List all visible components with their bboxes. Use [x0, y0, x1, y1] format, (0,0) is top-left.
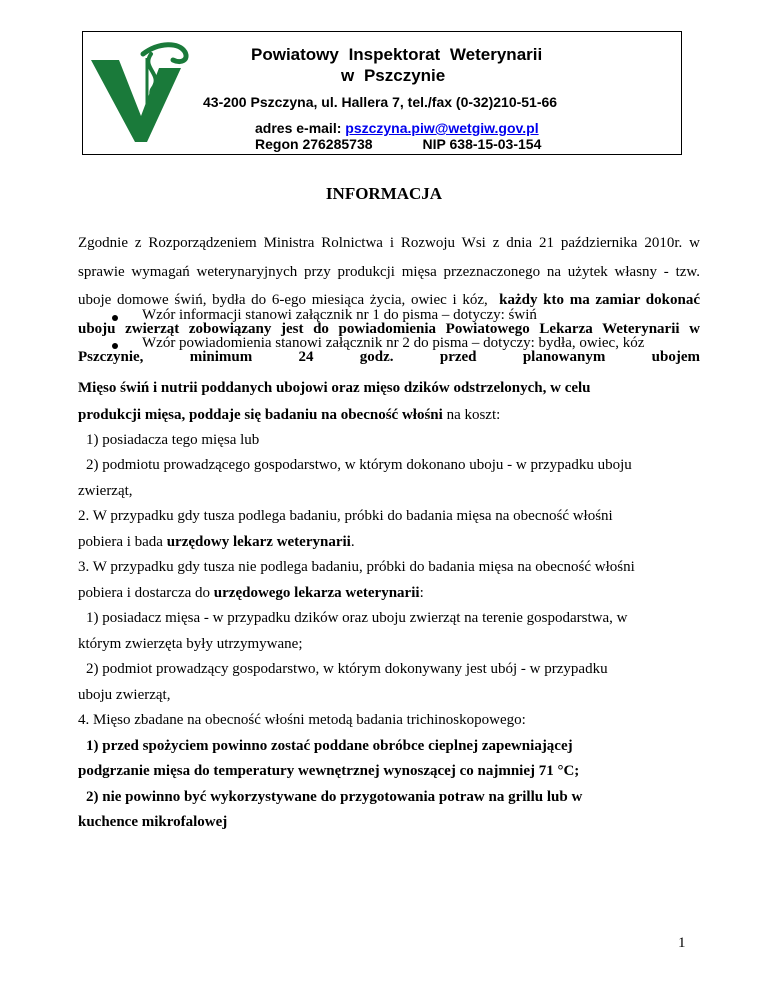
email-link[interactable]: pszczyna.piw@wetgiw.gov.pl	[345, 120, 539, 136]
v-serpent-logo-icon	[89, 38, 199, 148]
p3-line-1: 3. W przypadku gdy tusza nie podlega badaniu, próbki do badania mięsa na obecność włośni	[78, 559, 635, 575]
institution-address: 43-200 Pszczyna, ul. Hallera 7, tel./fax (0-32)210-51-66	[203, 94, 558, 110]
p2-end: .	[350, 534, 355, 550]
p3-item-1b: którym zwierzęta były utrzymywane;	[78, 636, 303, 652]
p2-bold: urzędowy lekarz weterynarii	[166, 534, 351, 550]
lead-tail: na koszt:	[442, 407, 501, 423]
p2-line-2: pobiera i bada	[78, 534, 167, 550]
bullet-icon	[112, 343, 118, 349]
p3-item-2a: 2) podmiot prowadzący gospodarstwo, w którym dokonywany jest ubój - w przypadku	[86, 661, 608, 677]
regon-number: Regon 276285738	[255, 136, 373, 152]
bullet-text: Wzór informacji stanowi załącznik nr 1 do pisma – dotyczy: świń	[142, 307, 537, 323]
nip-number: NIP 638-15-03-154	[422, 136, 542, 152]
p3-item-2b: uboju zwierząt,	[78, 687, 171, 703]
p3-end: :	[419, 585, 424, 601]
p4-item-1a: 1) przed spożyciem powinno zostać poddane obróbce cieplnej zapewniającej	[86, 738, 573, 754]
registry-line	[255, 136, 541, 152]
intro-text: Zgodnie z Rozporządzeniem Ministra Rolnictwa i Rozwoju Wsi z dnia 21 października 2010r. w sprawie wymagań weterynaryjnych przy produkcji mięsa przeznaczonego na użytek własny - tzw. uboje domowe świń, bydła do 6-ego miesiąca życia, owiec i kóz,	[78, 235, 700, 308]
p2-line-1: 2. W przypadku gdy tusza podlega badaniu, próbki do badania mięsa na obecność włośni	[78, 508, 613, 524]
lead-bold-2: produkcji mięsa, poddaje się badaniu na obecność włośni	[78, 407, 443, 423]
item-2a: 2) podmiotu prowadzącego gospodarstwo, w którym dokonano uboju - w przypadku uboju	[86, 457, 632, 473]
institution-name: Powiatowy Inspektorat Weterynarii	[251, 45, 543, 64]
institution-location: w Pszczynie	[341, 66, 446, 85]
p4-line: 4. Mięso zbadane na obecność włośni metodą badania trichinoskopowego:	[78, 712, 526, 728]
page-number: 1	[678, 935, 686, 951]
email-line	[255, 120, 539, 136]
item-2b: zwierząt,	[78, 483, 133, 499]
p4-item-1b: podgrzanie mięsa do temperatury wewnętrznej wynoszącej co najmniej 71 °C;	[78, 763, 580, 779]
p4-item-2a: 2) nie powinno być wykorzystywane do przygotowania potraw na grillu lub w	[86, 789, 583, 805]
intro-bold-text: każdy kto ma zamiar dokonać uboju zwierząt zobowiązany jest do powiadomienia Powiatowego Lekarza Weterynarii w Pszczynie, minimum 24 godz. przed planowanym ubojem	[78, 292, 700, 365]
p3-item-1a: 1) posiadacz mięsa - w przypadku dzików oraz uboju zwierząt na terenie gospodarstwa, w	[86, 610, 628, 626]
document-heading: INFORMACJA	[325, 184, 443, 203]
item-1: 1) posiadacza tego mięsa lub	[86, 432, 260, 448]
lead-bold-1: Mięso świń i nutrii poddanych ubojowi oraz mięso dzików odstrzelonych, w celu	[78, 380, 591, 396]
bullet-icon	[112, 315, 118, 321]
bullet-text: Wzór powiadomienia stanowi załącznik nr 2 do pisma – dotyczy: bydła, owiec, kóz	[142, 335, 645, 351]
p3-bold: urzędowego lekarza weterynarii	[213, 585, 420, 601]
p4-item-2b: kuchence mikrofalowej	[78, 814, 228, 830]
p3-line-2: pobiera i dostarcza do	[78, 585, 214, 601]
email-label: adres e-mail:	[255, 120, 342, 136]
letterhead	[82, 31, 682, 155]
